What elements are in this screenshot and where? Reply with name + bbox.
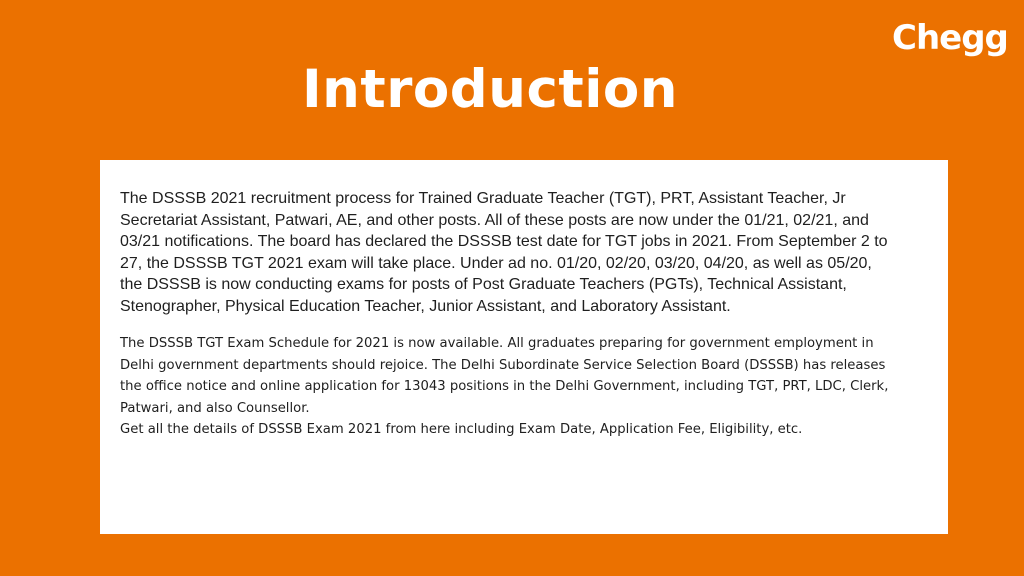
- chegg-logo: Chegg: [892, 18, 1008, 58]
- content-panel: [100, 160, 948, 534]
- slide-title: Introduction: [301, 59, 679, 120]
- schedule-paragraph: The DSSSB TGT Exam Schedule for 2021 is now available. All graduates preparing for government employment in Delhi government departments should rejoice. The Delhi Subordinate Service Selection Board (DSSSB) has releases the office notice and online application for 13043 positions in the Delhi Government, including TGT, PRT, LDC, Clerk, Patwari, and also Counsellor.: [120, 336, 889, 416]
- intro-paragraph: The DSSSB 2021 recruitment process for Trained Graduate Teacher (TGT), PRT, Assistant Teacher, Jr Secretariat Assistant, Patwari, AE, and other posts. All of these posts are now under the 01/21, 02/21, and 03/21 notifications. The board has declared the DSSSB test date for TGT jobs in 2021. From September 2 to 27, the DSSSB TGT 2021 exam will take place. Under ad no. 01/20, 02/20, 03/20, 04/20, as well as 05/20, the DSSSB is now conducting exams for posts of Post Graduate Teachers (PGTs), Technical Assistant, Stenographer, Physical Education Teacher, Junior Assistant, and Laboratory Assistant.: [120, 190, 888, 315]
- details-paragraph: Get all the details of DSSSB Exam 2021 from here including Exam Date, Application Fee, Eligibility, etc.: [120, 422, 803, 437]
